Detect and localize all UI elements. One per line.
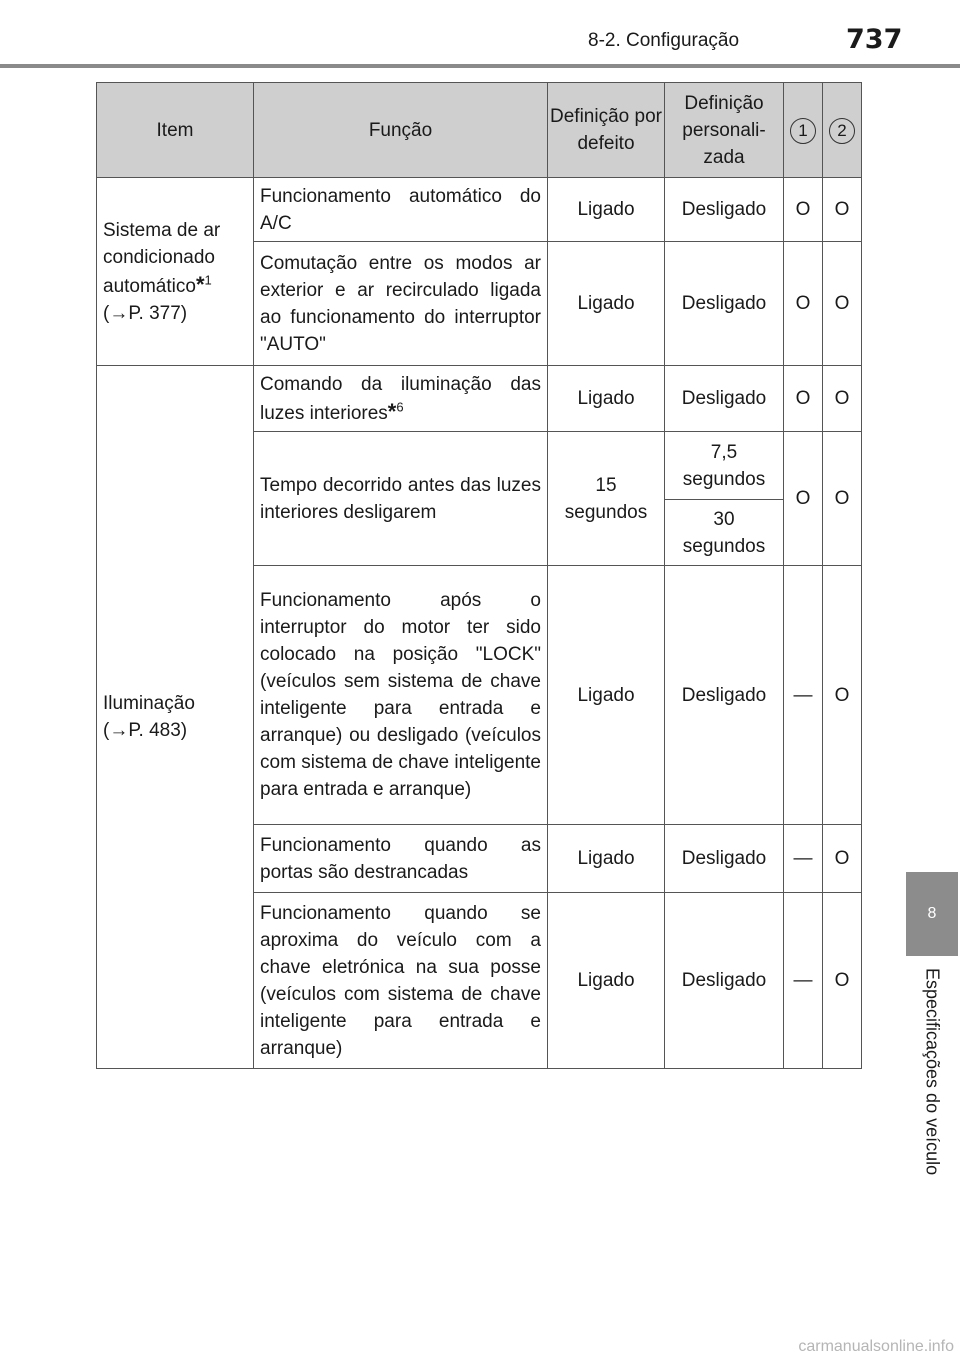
- default-cell: Ligado: [548, 178, 665, 242]
- method-1-cell: —: [784, 893, 823, 1069]
- custom-cell: Desligado: [665, 366, 784, 432]
- method-1-cell: O: [784, 242, 823, 366]
- function-cell: Funcionamento quando as portas são destrancadas: [254, 825, 548, 893]
- function-cell: Funcionamento automático do A/C: [254, 178, 548, 242]
- section-title: 8-2. Configuração: [588, 30, 740, 51]
- table-row: [97, 366, 862, 432]
- method-2-cell: O: [823, 893, 862, 1069]
- header-custom: Definição personali- zada: [665, 83, 784, 178]
- method-2-cell: O: [823, 566, 862, 825]
- page-reference[interactable]: (→P. 377): [103, 302, 188, 324]
- item-cell-lighting: [97, 366, 254, 1069]
- item-cell-ac: [97, 178, 254, 366]
- item-label: Iluminação: [103, 693, 195, 714]
- item-label: Sistema de ar condicionado automático: [103, 219, 221, 297]
- header-item: Item: [97, 83, 254, 178]
- function-cell: Comando da iluminação das luzes interiores*$^6$: [254, 366, 548, 432]
- chapter-label-text: Especificações do veículo: [922, 968, 943, 1176]
- method-1-cell: O: [784, 432, 823, 566]
- custom-cell: Desligado: [665, 893, 784, 1069]
- header-method-2: [823, 83, 862, 178]
- table-header-row: [97, 83, 862, 178]
- function-cell: Tempo decorrido antes das luzes interiores desligarem: [254, 432, 548, 566]
- custom-cell: Desligado: [665, 242, 784, 366]
- default-cell: Ligado: [548, 242, 665, 366]
- custom-cell: Desligado: [665, 178, 784, 242]
- function-cell: Funcionamento quando se aproxima do veículo com a chave eletrónica na sua posse (veículos com sistema de chave inteligente para entrada e arranque): [254, 893, 548, 1069]
- method-2-cell: O: [823, 825, 862, 893]
- header-function: Função: [254, 83, 548, 178]
- default-cell: 15 segundos: [548, 432, 665, 566]
- header-divider: [0, 64, 960, 68]
- page-reference[interactable]: (→P. 483): [103, 720, 188, 741]
- method-1-cell: —: [784, 566, 823, 825]
- page-number: 737: [846, 24, 903, 55]
- default-cell: Ligado: [548, 825, 665, 893]
- method-1-cell: —: [784, 825, 823, 893]
- function-cell: Comutação entre os modos ar exterior e ar recirculado ligada ao funcionamento do interruptor "AUTO": [254, 242, 548, 366]
- method-2-cell: O: [823, 366, 862, 432]
- footnote-number: 6: [396, 399, 404, 415]
- default-cell: Ligado: [548, 893, 665, 1069]
- method-2-cell: O: [823, 242, 862, 366]
- method-1-cell: O: [784, 178, 823, 242]
- default-cell: Ligado: [548, 566, 665, 825]
- function-cell: Funcionamento após o interruptor do motor ter sido colocado na posição "LOCK" (veículos sem sistema de chave inteligente para entrada e arranque) ou desligado (veículos com sistema de chave inteligente para entrada e arranque): [254, 566, 548, 825]
- circled-number-1: 1: [790, 118, 816, 144]
- table-row: [97, 178, 862, 242]
- default-cell: Ligado: [548, 366, 665, 432]
- chapter-tab[interactable]: [906, 872, 958, 956]
- custom-cell-option-b: 30 segundos: [665, 500, 784, 566]
- footnote-star-icon: *: [387, 398, 397, 424]
- custom-cell-option-a: 7,5 segundos: [665, 432, 784, 500]
- custom-cell: Desligado: [665, 825, 784, 893]
- method-2-cell: O: [823, 432, 862, 566]
- custom-cell: Desligado: [665, 566, 784, 825]
- watermark: carmanualsonline.info: [798, 1338, 954, 1355]
- method-1-cell: O: [784, 366, 823, 432]
- chapter-number: 8: [927, 905, 937, 922]
- header-default: Definição por defeito: [548, 83, 665, 178]
- circled-number-2: 2: [829, 118, 855, 144]
- header-method-1: [784, 83, 823, 178]
- method-2-cell: O: [823, 178, 862, 242]
- footnote-number: 1: [204, 272, 212, 288]
- footnote-star-icon: *: [195, 271, 205, 297]
- settings-table: [96, 82, 862, 1069]
